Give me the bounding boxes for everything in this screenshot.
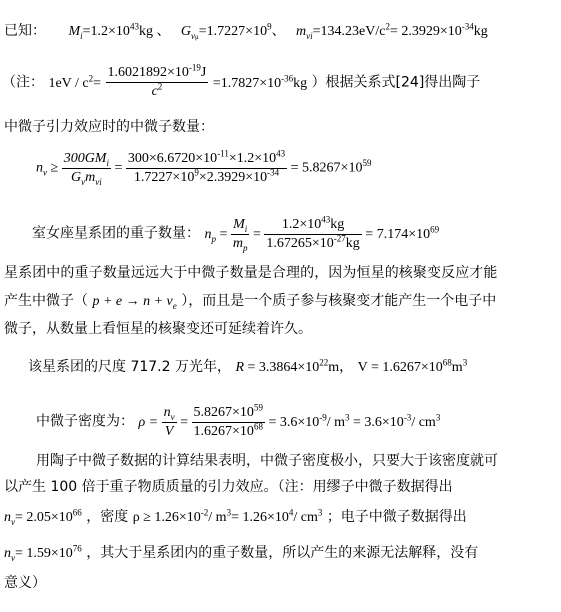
ev-result: $=1.7827\times 10^{-36}kg$ bbox=[212, 72, 308, 91]
neutrino-count-equation: $n_\nu$ ≥ $\frac{300GM_i}{G_vm_{vi}}$ = $\frac{300\times 6.6720\times 10^{-11}\times 1.2\times 10^{43}}{1.7227\times 10^9\times 2.3929\times 10^{-34}}$ = $5.8267\times 10^{59}$ bbox=[36, 148, 372, 187]
cluster-size-line: 该星系团的尺度 717.2 万光年， $R = 3.3864\times 10^{22}m$， $V = 1.6267\times 10^{68}m^3$ bbox=[28, 357, 468, 375]
mass-mi: $M_i=1.2\times 10^{43}kg$ 、 bbox=[68, 21, 171, 41]
baryon-count-line bbox=[32, 216, 439, 253]
paragraph-line-5: 以产生 100 倍于重子物质质量的引力效应。（注：用缪子中微子数据得出 bbox=[4, 479, 453, 495]
paragraph-line-4: 用陶子中微子数据的计算结果表明，中微子密度极小，只要大于该密度就可 bbox=[36, 453, 498, 469]
note-open: （注： bbox=[2, 74, 44, 91]
numeric-fraction: $\frac{300\times 6.6720\times 10^{-11}\times 1.2\times 10^{43}}{1.7227\times 10^9\times 2.3929\times 10^{-34}}$ bbox=[127, 148, 286, 185]
paragraph-line-2: 产生中微子（ $p + e \to n + \nu_e$ ），而且是一个质子参与核聚变才能产生一个电子中 bbox=[4, 293, 497, 311]
reaction-equation: $p + e \to n + \nu_e$ bbox=[92, 294, 177, 311]
note-tail: ）根据关系式[24]得出陶子 bbox=[311, 74, 481, 91]
paragraph-line-3: 微子，从数量上看恒星的核聚变还可延续着许久。 bbox=[4, 321, 312, 337]
neutrino-count-heading: 中微子引力效应时的中微子数量： bbox=[4, 119, 214, 135]
density-equation: ρ = $\frac{n_\nu}{V}$ = $\frac{5.8267\times 10^{59}}{1.6267\times 10^{68}}$ = $3.6\times 10^{-9}/$ $m^3 = 3.6\times 10^{-3}/$ $cm^3$ bbox=[138, 402, 441, 439]
paragraph-line-1: 星系团中的重子数量远远大于中微子数量是合理的，因为恒星的核聚变反应才能 bbox=[4, 265, 498, 281]
baryon-equation: $n_p$ = $\frac{M_i}{m_p}$ = $\frac{1.2\times 10^{43}kg}{1.67265\times 10^{-27}kg}$ = $7.174\times 10^{69}$ bbox=[204, 214, 440, 253]
density-line: 中微子密度为： ρ = $\frac{n_\nu}{V}$ = $\frac{5.8267\times 10^{59}}{1.6267\times 10^{68}}$ = $3.6\times 10^{-9}/$ $m^3 = 3.6\times 10^{-3}/$ $cm^3$ bbox=[36, 402, 441, 439]
mass-mv: $m_{vi}=134.23eV/c^2= 2.3929\times 10^{-34}kg$ bbox=[296, 21, 488, 41]
muon-data-line: $n_\nu= 2.05\times 10^{66}$ ，密度 $\rho \ge 1.26\times 10^{-2}/$ $m^3= 1.26\times 10^4/$ $cm^3$ ；电子中微子数据得出 bbox=[4, 507, 467, 527]
paragraph-line-6: 意义） bbox=[4, 575, 46, 591]
formula-fraction: $\frac{300GM_i}{G_vm_{vi}}$ bbox=[63, 151, 109, 187]
radius-value: $R = 3.3864\times 10^{22}m$， bbox=[235, 357, 354, 375]
volume-value: $V = 1.6267\times 10^{68}m^3$ bbox=[357, 357, 468, 375]
count-gv: $G_{v\mu}=1.7227\times 10^9$、 bbox=[180, 21, 286, 41]
baryon-label: 室女座星系团的重子数量： bbox=[32, 225, 200, 242]
ev-fraction: $\frac{1.6021892\times 10^{-19}J}{c^2}$ bbox=[107, 62, 207, 99]
known-values-line bbox=[4, 22, 488, 41]
ev-conversion: $1eV / c^2=$ bbox=[48, 72, 102, 91]
known-label: 已知： bbox=[4, 23, 46, 39]
note-ev-line bbox=[2, 64, 480, 101]
electron-data-line: $n_\nu= 1.59\times 10^{76}$ ，其大于星系团内的重子数量，所以产生的来源无法解释，没有 bbox=[4, 543, 479, 563]
